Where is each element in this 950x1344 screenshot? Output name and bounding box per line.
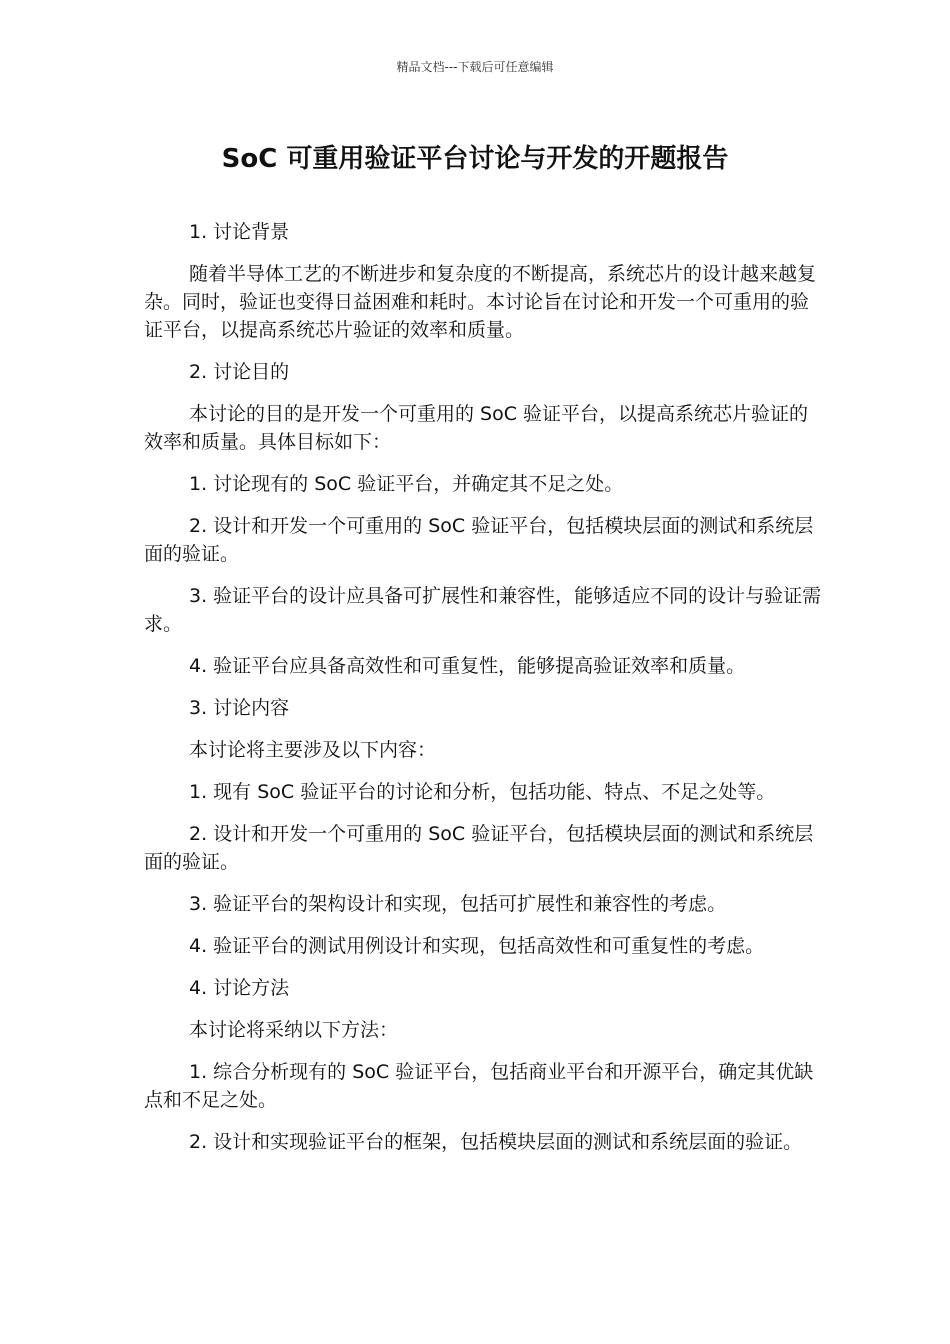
paragraph-purpose: 本讨论的目的是开发一个可重用的 SoC 验证平台，以提高系统芯片验证的效率和质量。具体目标如下： [144,403,809,453]
method-item-2: 2. 设计和实现验证平台的框架，包括模块层面的测试和系统层面的验证。 [189,1131,803,1153]
purpose-item-4: 4. 验证平台应具备高效性和可重复性，能够提高验证效率和质量。 [189,655,746,677]
document-title: SoC 可重用验证平台讨论与开发的开题报告 [221,144,729,174]
section-heading-background: 1. 讨论背景 [189,221,290,243]
content-item-3: 3. 验证平台的架构设计和实现，包括可扩展性和兼容性的考虑。 [189,893,727,915]
section-heading-content: 3. 讨论内容 [189,697,290,719]
section-heading-method: 4. 讨论方法 [189,977,290,999]
purpose-item-1: 1. 讨论现有的 SoC 验证平台，并确定其不足之处。 [189,473,624,495]
purpose-item-3: 3. 验证平台的设计应具备可扩展性和兼容性，能够适应不同的设计与验证需求。 [144,585,822,635]
content-item-4: 4. 验证平台的测试用例设计和实现，包括高效性和可重复性的考虑。 [189,935,765,957]
method-item-1: 1. 综合分析现有的 SoC 验证平台，包括商业平台和开源平台，确定其优缺点和不足之处。 [144,1061,814,1111]
purpose-item-2: 2. 设计和开发一个可重用的 SoC 验证平台，包括模块层面的测试和系统层面的验证。 [144,515,814,565]
paragraph-content-intro: 本讨论将主要涉及以下内容： [189,739,437,761]
content-item-1: 1. 现有 SoC 验证平台的讨论和分析，包括功能、特点、不足之处等。 [189,781,776,803]
section-heading-purpose: 2. 讨论目的 [189,361,290,383]
header-note: 精品文档---下载后可任意编辑 [396,60,554,74]
paragraph-method-intro: 本讨论将采纳以下方法： [189,1019,399,1041]
content-item-2: 2. 设计和开发一个可重用的 SoC 验证平台，包括模块层面的测试和系统层面的验证。 [144,823,814,873]
document-body [144,218,824,1170]
paragraph-background: 随着半导体工艺的不断进步和复杂度的不断提高，系统芯片的设计越来越复杂。同时，验证也变得日益困难和耗时。本讨论旨在讨论和开发一个可重用的验证平台，以提高系统芯片验证的效率和质量。 [144,263,817,341]
